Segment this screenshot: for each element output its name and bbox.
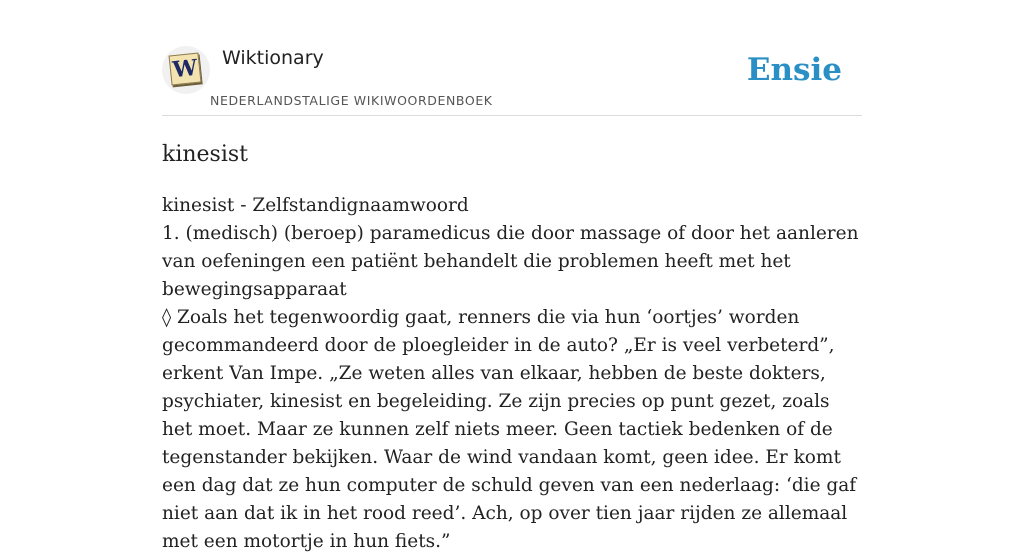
wiktionary-logo[interactable] [162, 46, 210, 94]
site-subtitle: NEDERLANDSTALIGE WIKIWOORDENBOEK [210, 93, 493, 108]
page [162, 0, 862, 552]
entry-definition: 1. (medisch) (beroep) paramedicus die door massage of door het aanleren van oefeningen een patiënt behandelt die problemen heeft met het bewegingsapparaat [162, 223, 859, 300]
ensie-brand-link[interactable]: Ensie [746, 52, 842, 88]
entry-example: ◊ Zoals het tegenwoordig gaat, renners die via hun ‘oortjes’ worden gecommandeerd door de ploegleider in de auto? „Er is veel verbeterd”, erkent Van Impe. „Ze weten alles van elkaar, hebben de beste dokters, psychiater, kinesist en begeleiding. Ze zijn precies op punt gezet, zoals het moet. Maar ze kunnen zelf niets meer. Geen tactiek bedenken of de tegenstander bekijken. Waar de wind vandaan komt, geen idee. Er komt een dag dat ze hun computer de schuld geven van een nederlaag: ‘die gaf niet aan dat ik in het rood reed’. Ach, op over tien jaar rijden ze allemaal met een motortje in hun fiets.” [162, 307, 857, 552]
entry-body [162, 192, 864, 556]
wiktionary-tile-icon: W [169, 53, 202, 86]
site-name[interactable]: Wiktionary [222, 47, 324, 69]
entry-heading: kinesist - Zelfstandignaamwoord [162, 195, 469, 216]
page-title: kinesist [162, 142, 249, 167]
site-header [162, 0, 862, 116]
